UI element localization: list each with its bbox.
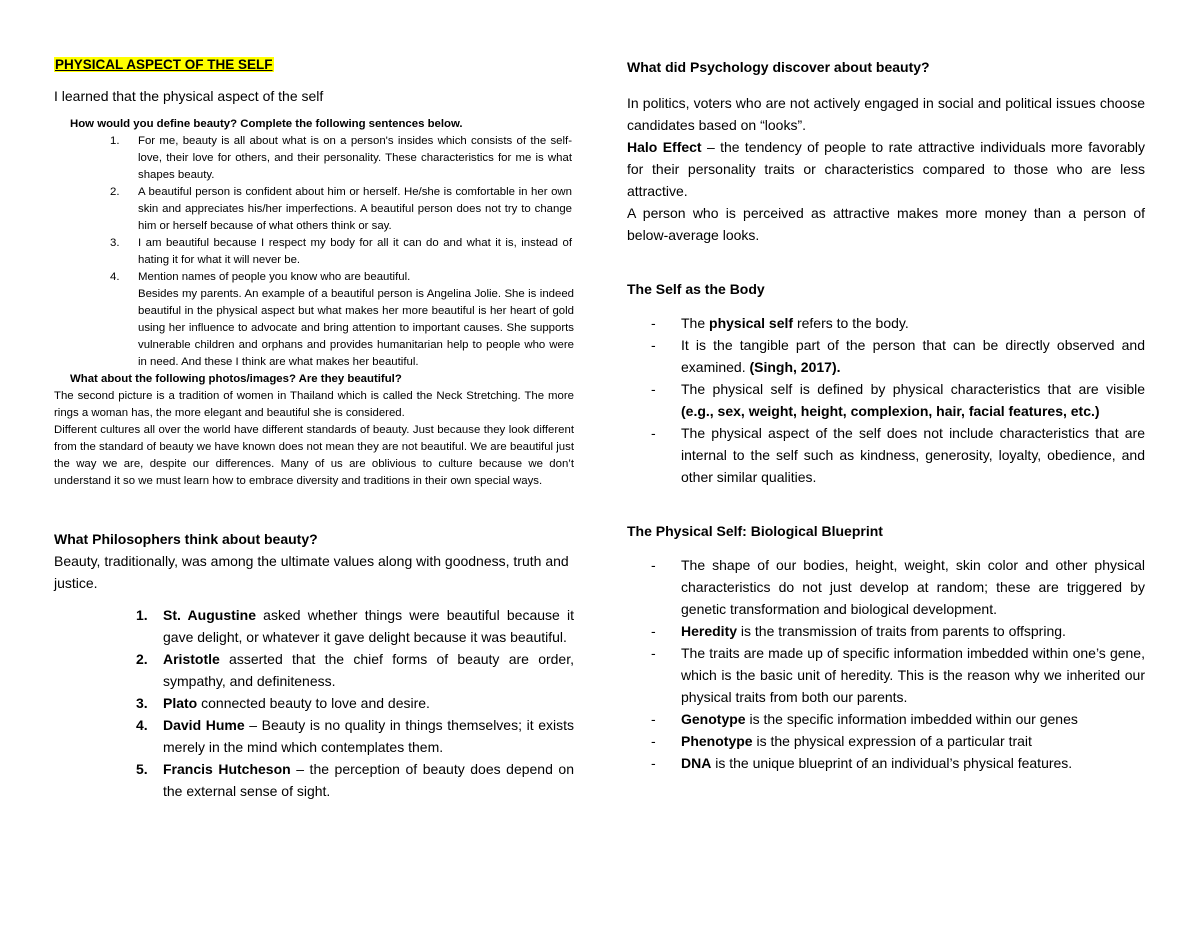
philosophers-intro: Beauty, traditionally, was among the ultimate values along with goodness, truth and justice. <box>54 553 569 591</box>
photo-paragraph-1: The second picture is a tradition of women in Thailand which is called the Neck Stretching. The more rings a woman has, the more elegant and beautiful she is considered. <box>54 390 574 419</box>
page-title: PHYSICAL ASPECT OF THE SELF <box>55 57 273 72</box>
list-item: 5. Francis Hutcheson – the perception of beauty does depend on the external sense of sight. <box>136 761 574 799</box>
psychology-heading: What did Psychology discover about beauty? <box>627 59 930 75</box>
list-item: - The traits are made up of specific information imbedded within one’s gene, which is the basic unit of heredity. This is the reason why we inherited our physical traits from both our parents. <box>651 645 1145 705</box>
list-item: - The shape of our bodies, height, weight, skin color and other physical characteristics do not just develop at random; these are triggered by genetic transformation and biological development. <box>651 557 1145 617</box>
list-item: 1. St. Augustine asked whether things were beautiful because it gave delight, or whatever it gave delight because it was beautiful. <box>136 607 574 645</box>
self-as-body-list <box>627 312 1145 488</box>
intro-sentence: I learned that the physical aspect of the self <box>54 88 324 104</box>
list-item: - The physical aspect of the self does not include characteristics that are internal to the self such as kindness, generosity, loyalty, obedience, and other similar qualities. <box>651 425 1145 485</box>
list-item: 3. I am beautiful because I respect my body for all it can do and what it is, instead of hating it for what it will never be. <box>110 237 572 266</box>
list-item: - Genotype is the specific information imbedded within our genes <box>651 711 1078 727</box>
biological-blueprint-list <box>627 554 1145 774</box>
list-item: - The physical self refers to the body. <box>651 315 909 331</box>
left-column <box>54 56 574 802</box>
question-define-beauty: How would you define beauty? Complete the following sentences below. <box>70 118 463 130</box>
list-item: - Heredity is the transmission of traits from parents to offspring. <box>651 623 1066 639</box>
philosophers-list <box>54 604 574 802</box>
list-item: 1. For me, beauty is all about what is on a person's insides which consists of the self-love, their love for others, and their personality. These characteristics for me is what shapes beauty. <box>110 135 572 181</box>
list-item: 4. Mention names of people you know who are beautiful. <box>110 271 411 283</box>
list-item: 2. Aristotle asserted that the chief forms of beauty are order, sympathy, and definiteness. <box>136 651 574 689</box>
list-item: 3. Plato connected beauty to love and desire. <box>136 695 430 711</box>
right-column <box>627 56 1145 774</box>
list-item: - Phenotype is the physical expression of a particular trait <box>651 733 1032 749</box>
list-item: - DNA is the unique blueprint of an individual’s physical features. <box>651 755 1073 771</box>
answers-list <box>54 133 574 286</box>
list-item: - The physical self is defined by physical characteristics that are visible (e.g., sex, weight, height, complexion, hair, facial features, etc.) <box>651 381 1145 419</box>
philosophers-heading: What Philosophers think about beauty? <box>54 531 318 547</box>
self-as-body-heading: The Self as the Body <box>627 281 765 297</box>
photo-paragraph-2: Different cultures all over the world have different standards of beauty. Just because they look different from the standard of beauty we have known does not mean they are not beautiful. We are beautiful just the way we are, despite our differences. Many of us are oblivious to culture because we don’t understand it so we must learn how to embrace diversity and traditions in their own special ways. <box>54 424 574 487</box>
list-item: - It is the tangible part of the person that can be directly observed and examined. (Singh, 2017). <box>651 337 1145 375</box>
psychology-paragraph-3: A person who is perceived as attractive makes more money than a person of below-average looks. <box>627 205 1145 243</box>
list-item: 4. David Hume – Beauty is no quality in things themselves; it exists merely in the mind which contemplates them. <box>136 717 574 755</box>
list-item: 2. A beautiful person is confident about him or herself. He/she is comfortable in her own skin and appreciates his/her imperfections. A beautiful person does not try to change him or herself because of what others think or say. <box>110 186 572 232</box>
psychology-paragraph-1: In politics, voters who are not actively engaged in social and political issues choose candidates based on “looks”. <box>627 95 1145 133</box>
answer-4-detail: Besides my parents. An example of a beautiful person is Angelina Jolie. She is indeed beautiful in the physical aspect but what makes her more beautiful is her heart of gold using her influence to advocate and bring attention to important causes. She supports vulnerable children and orphans and provides humanitarian help to people who were in need. And these I think are what makes her beautiful. <box>138 288 574 368</box>
halo-effect-paragraph: Halo Effect – the tendency of people to rate attractive individuals more favorably for their personality traits or characteristics compared to those who are less attractive. <box>627 139 1145 199</box>
question-photos: What about the following photos/images? Are they beautiful? <box>70 373 402 385</box>
biological-blueprint-heading: The Physical Self: Biological Blueprint <box>627 523 883 539</box>
